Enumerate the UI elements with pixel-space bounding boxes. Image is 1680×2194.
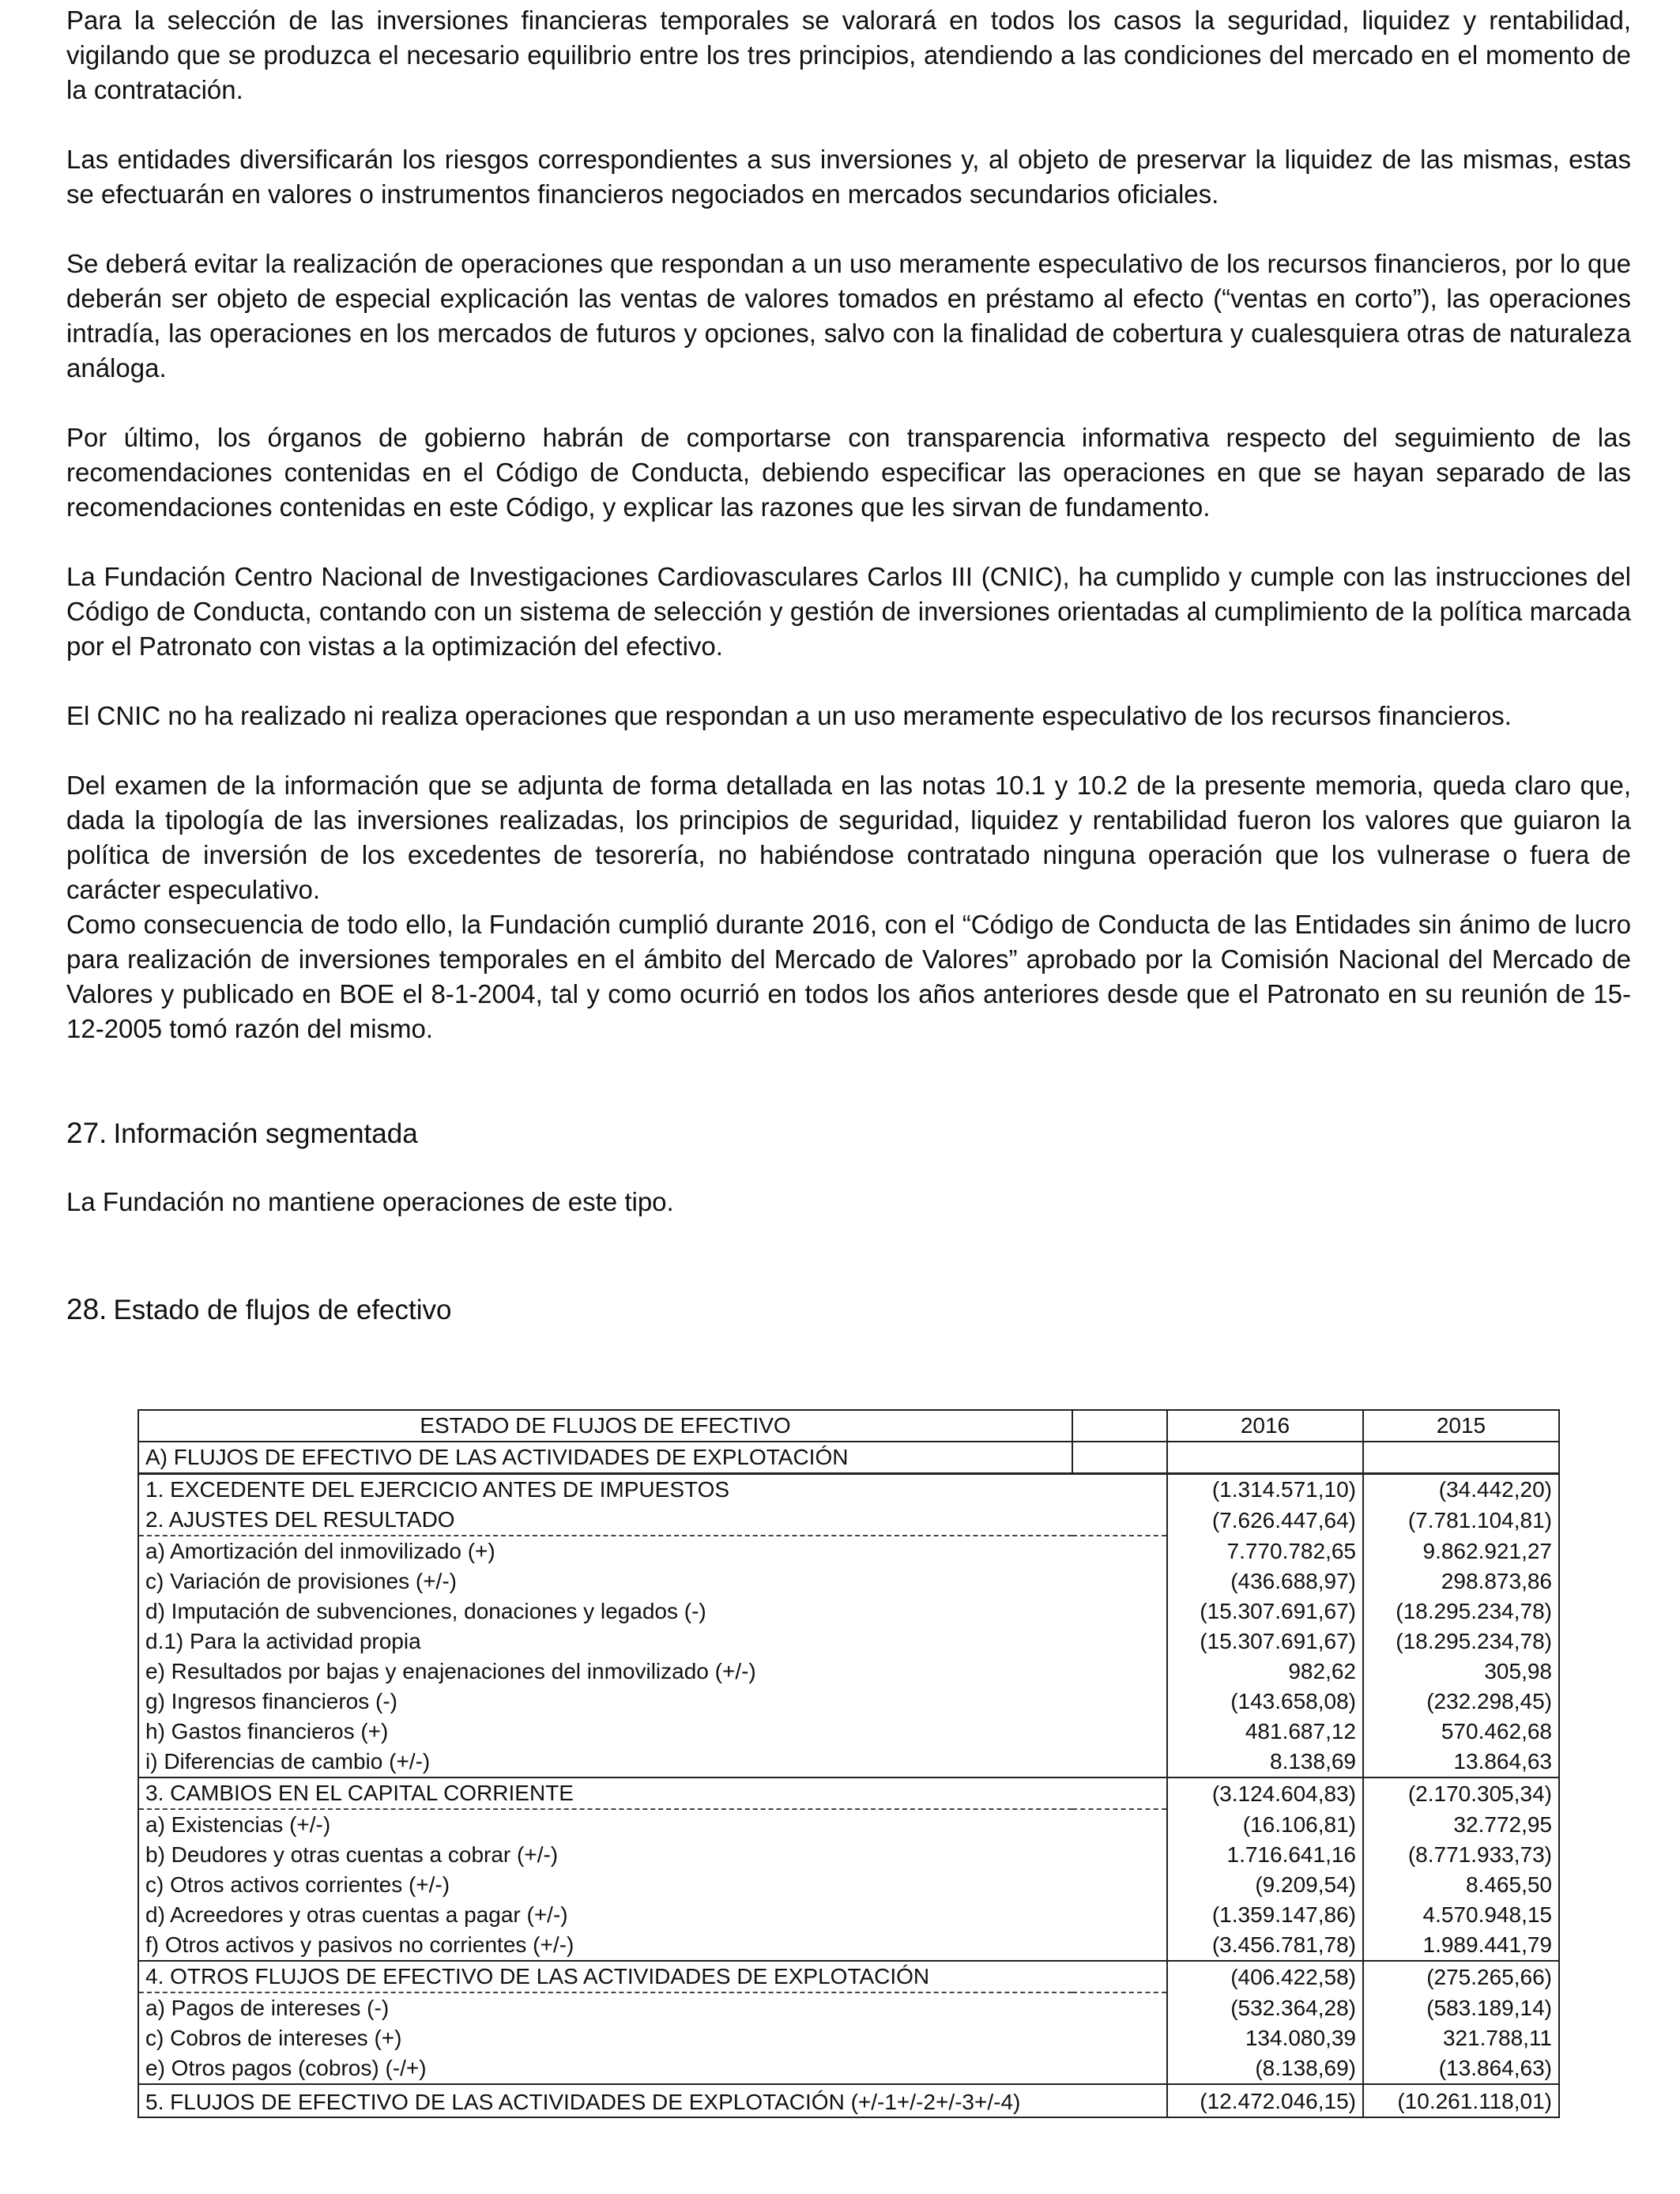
row-label: i) Diferencias de cambio (+/-)	[138, 1747, 1072, 1777]
table-row	[138, 1992, 1559, 2023]
value-2015: (18.295.234,78)	[1363, 1627, 1559, 1657]
row-label: c) Variación de provisiones (+/-)	[138, 1566, 1072, 1596]
value-2015: (275.265,66)	[1363, 1961, 1559, 1992]
section-a-label: A) FLUJOS DE EFECTIVO DE LAS ACTIVIDADES DE EXPLOTACIÓN	[138, 1442, 1072, 1474]
row-label: h) Gastos financieros (+)	[138, 1717, 1072, 1747]
value-2016: (12.472.046,15)	[1167, 2084, 1363, 2117]
table-row	[138, 1961, 1559, 1992]
row-label: c) Cobros de intereses (+)	[138, 2023, 1072, 2053]
document-page	[66, 0, 1631, 1328]
row-label: g) Ingresos financieros (-)	[138, 1687, 1072, 1717]
table-row	[138, 1474, 1559, 1506]
value-2016: 7.770.782,65	[1167, 1536, 1363, 1566]
row-label: a) Amortización del inmovilizado (+)	[138, 1536, 1072, 1566]
row-label: 1. EXCEDENTE DEL EJERCICIO ANTES DE IMPUESTOS	[138, 1474, 1072, 1506]
value-2016: 134.080,39	[1167, 2023, 1363, 2053]
section-a-row	[138, 1442, 1559, 1474]
section-27-heading	[66, 1116, 1631, 1152]
cash-flow-table	[137, 1409, 1560, 2118]
value-2016: (7.626.447,64)	[1167, 1505, 1363, 1536]
value-2015: 13.864,63	[1363, 1747, 1559, 1777]
paragraph: El CNIC no ha realizado ni realiza operaciones que respondan a un uso meramente especulativo de los recursos financieros.	[66, 701, 1512, 730]
table-row	[138, 1840, 1559, 1870]
value-2015: (8.771.933,73)	[1363, 1840, 1559, 1870]
value-2016: (1.314.571,10)	[1167, 1474, 1363, 1506]
table-row	[138, 1505, 1559, 1536]
table-row	[138, 1930, 1559, 1961]
row-label: d.1) Para la actividad propia	[138, 1627, 1072, 1657]
table-row	[138, 2023, 1559, 2053]
value-2015: (232.298,45)	[1363, 1687, 1559, 1717]
value-2016: (143.658,08)	[1167, 1687, 1363, 1717]
table-header-blank	[1072, 1410, 1167, 1442]
value-2015: (2.170.305,34)	[1363, 1777, 1559, 1809]
table-row	[138, 1747, 1559, 1777]
table-header-row	[138, 1410, 1559, 1442]
value-2016: 481.687,12	[1167, 1717, 1363, 1747]
value-2016: (3.124.604,83)	[1167, 1777, 1363, 1809]
value-2015: (18.295.234,78)	[1363, 1596, 1559, 1627]
value-2015: 305,98	[1363, 1657, 1559, 1687]
row-label: f) Otros activos y pasivos no corrientes (+/-)	[138, 1930, 1072, 1961]
value-2016: (16.106,81)	[1167, 1809, 1363, 1840]
row-label: c) Otros activos corrientes (+/-)	[138, 1870, 1072, 1900]
table-row	[138, 1536, 1559, 1566]
value-2016: (15.307.691,67)	[1167, 1596, 1363, 1627]
value-2016: (8.138,69)	[1167, 2053, 1363, 2084]
value-2015: 570.462,68	[1363, 1717, 1559, 1747]
paragraph: Por último, los órganos de gobierno habrán de comportarse con transparencia informativa respecto del seguimiento de las recomendaciones contenidas en el Código de Conducta, debiendo especificar las operaciones en que se hayan separado de las recomendaciones contenidas en este Código, y explicar las razones que les sirvan de fundamento.	[66, 423, 1631, 522]
row-label: a) Pagos de intereses (-)	[138, 1992, 1072, 2023]
section-28-title: Estado de flujos de efectivo	[113, 1295, 452, 1325]
table-row	[138, 1657, 1559, 1687]
value-2015: 32.772,95	[1363, 1809, 1559, 1840]
table-row	[138, 1870, 1559, 1900]
value-2015: 321.788,11	[1363, 2023, 1559, 2053]
row-label: 3. CAMBIOS EN EL CAPITAL CORRIENTE	[138, 1777, 1072, 1809]
row-label: b) Deudores y otras cuentas a cobrar (+/-)	[138, 1840, 1072, 1870]
row-label: 5. FLUJOS DE EFECTIVO DE LAS ACTIVIDADES DE EXPLOTACIÓN (+/-1+/-2+/-3+/-4)	[138, 2084, 1072, 2117]
section-28-heading	[66, 1292, 1631, 1328]
table-row	[138, 1627, 1559, 1657]
value-2015: (10.261.118,01)	[1363, 2084, 1559, 2117]
table-row	[138, 1809, 1559, 1840]
table-row	[138, 1687, 1559, 1717]
value-2016: (9.209,54)	[1167, 1870, 1363, 1900]
table-row	[138, 1566, 1559, 1596]
paragraph: Se deberá evitar la realización de operaciones que respondan a un uso meramente especulativo de los recursos financieros, por lo que deberán ser objeto de especial explicación las ventas de valores tomados en préstamo al efecto (“ventas en corto”), las operaciones intradía, las operaciones en los mercados de futuros y opciones, salvo con la finalidad de cobertura y cualesquiera otras de naturaleza análoga.	[66, 249, 1631, 383]
value-2016: (15.307.691,67)	[1167, 1627, 1363, 1657]
value-2016: (532.364,28)	[1167, 1992, 1363, 2023]
value-2015: 8.465,50	[1363, 1870, 1559, 1900]
section-27-number: 27.	[66, 1117, 107, 1149]
paragraph: Como consecuencia de todo ello, la Fundación cumplió durante 2016, con el “Código de Conducta de las Entidades sin ánimo de lucro para realización de inversiones temporales en el ámbito del Mercado de Valores” aprobado por la Comisión Nacional del Mercado de Valores y publicado en BOE el 8-1-2004, tal y como ocurrió en todos los años anteriores desde que el Patronato en su reunión de 15-12-2005 tomó razón del mismo.	[66, 910, 1631, 1043]
section-28-number: 28.	[66, 1293, 107, 1325]
row-label: d) Acreedores y otras cuentas a pagar (+/-)	[138, 1900, 1072, 1930]
value-2015: 4.570.948,15	[1363, 1900, 1559, 1930]
value-2016: 1.716.641,16	[1167, 1840, 1363, 1870]
year-2015-header: 2015	[1363, 1410, 1559, 1442]
paragraph: Del examen de la información que se adjunta de forma detallada en las notas 10.1 y 10.2 de la presente memoria, queda claro que, dada la tipología de las inversiones realizadas, los principios de seguridad, liquidez y rentabilidad fueron los valores que guiaron la política de inversión de los excedentes de tesorería, no habiéndose contratado ninguna operación que los vulnerase o fuera de carácter especulativo.	[66, 771, 1631, 904]
value-2015: 9.862.921,27	[1363, 1536, 1559, 1566]
value-2015: 298.873,86	[1363, 1566, 1559, 1596]
row-label: d) Imputación de subvenciones, donaciones y legados (-)	[138, 1596, 1072, 1627]
value-2016: 982,62	[1167, 1657, 1363, 1687]
table-row	[138, 1717, 1559, 1747]
value-2015: (13.864,63)	[1363, 2053, 1559, 2084]
value-2016: (406.422,58)	[1167, 1961, 1363, 1992]
row-label: 4. OTROS FLUJOS DE EFECTIVO DE LAS ACTIVIDADES DE EXPLOTACIÓN	[138, 1961, 1072, 1992]
value-2016: (1.359.147,86)	[1167, 1900, 1363, 1930]
value-2015: (583.189,14)	[1363, 1992, 1559, 2023]
table-row	[138, 1596, 1559, 1627]
section-27-title: Información segmentada	[113, 1118, 418, 1149]
paragraph: La Fundación Centro Nacional de Investigaciones Cardiovasculares Carlos III (CNIC), ha cumplido y cumple con las instrucciones del Código de Conducta, contando con un sistema de selección y gestión de inversiones orientadas al cumplimiento de la política marcada por el Patronato con vistas a la optimización del efectivo.	[66, 562, 1631, 661]
value-2015: (7.781.104,81)	[1363, 1505, 1559, 1536]
paragraph: Para la selección de las inversiones financieras temporales se valorará en todos los casos la seguridad, liquidez y rentabilidad, vigilando que se produzca el necesario equilibrio entre los tres principios, atendiendo a las condiciones del mercado en el momento de la contratación.	[66, 6, 1631, 104]
paragraph: Las entidades diversificarán los riesgos correspondientes a sus inversiones y, al objeto de preservar la liquidez de las mismas, estas se efectuarán en valores o instrumentos financieros negociados en mercados secundarios oficiales.	[66, 145, 1631, 209]
value-2016: (436.688,97)	[1167, 1566, 1363, 1596]
table-row	[138, 1900, 1559, 1930]
table-title: ESTADO DE FLUJOS DE EFECTIVO	[138, 1410, 1072, 1442]
value-2016: 8.138,69	[1167, 1747, 1363, 1777]
value-2015: 1.989.441,79	[1363, 1930, 1559, 1961]
table-row	[138, 1777, 1559, 1809]
section-27-text: La Fundación no mantiene operaciones de este tipo.	[66, 1187, 674, 1216]
year-2016-header: 2016	[1167, 1410, 1363, 1442]
row-label: 2. AJUSTES DEL RESULTADO	[138, 1505, 1072, 1536]
row-label: e) Otros pagos (cobros) (-/+)	[138, 2053, 1072, 2084]
table-row	[138, 2084, 1559, 2117]
row-label: e) Resultados por bajas y enajenaciones del inmovilizado (+/-)	[138, 1657, 1072, 1687]
value-2016: (3.456.781,78)	[1167, 1930, 1363, 1961]
row-label: a) Existencias (+/-)	[138, 1809, 1072, 1840]
value-2015: (34.442,20)	[1363, 1474, 1559, 1506]
table-row	[138, 2053, 1559, 2084]
